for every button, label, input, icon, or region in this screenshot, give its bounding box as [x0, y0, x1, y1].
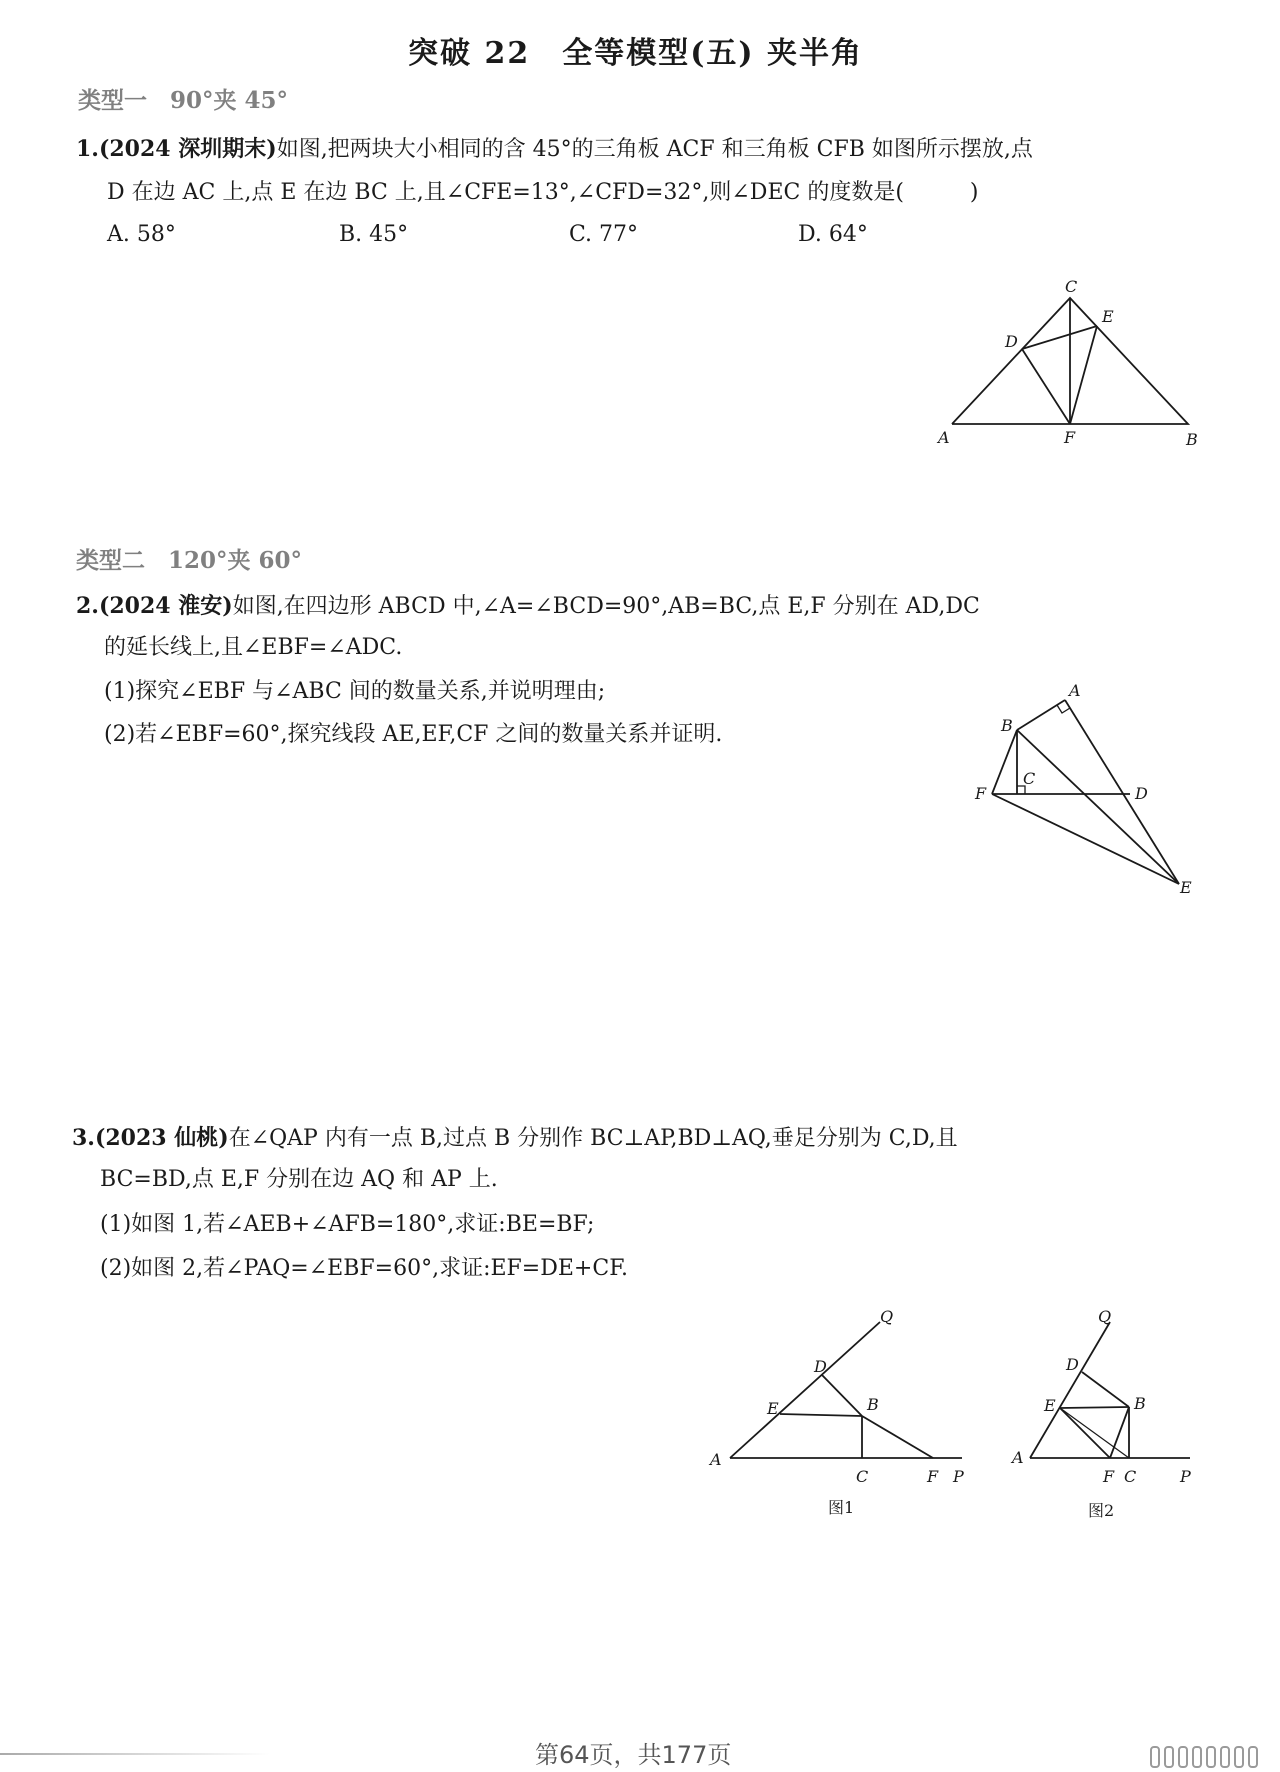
question-1-option-d: D. 64° — [798, 222, 868, 247]
label-e: E — [767, 1399, 779, 1418]
figure-1-caption: 图1 — [828, 1498, 855, 1517]
question-1-source: (2024 深圳期末) — [98, 136, 277, 162]
question-3-number: 3. — [72, 1125, 95, 1151]
label-b: B — [1186, 430, 1198, 449]
toolbar-icon[interactable] — [1150, 1746, 1160, 1768]
question-2-line1 — [76, 590, 980, 623]
question-3-part2: (2)如图 2,若∠PAQ=∠EBF=60°,求证:EF=DE+CF. — [100, 1256, 629, 1281]
label-d: D — [1066, 1355, 1079, 1374]
section-type2-heading: 类型二 120°夹 60° — [76, 547, 303, 574]
label-c: C — [856, 1467, 869, 1486]
label-f: F — [975, 784, 987, 803]
question-1-number: 1. — [76, 136, 99, 162]
label-f: F — [927, 1467, 939, 1486]
label-p: P — [953, 1467, 964, 1486]
segment-ef — [1060, 1408, 1110, 1458]
viewer-toolbar[interactable] — [1150, 1742, 1268, 1768]
question-3-part1: (1)如图 1,若∠AEB+∠AFB=180°,求证:BE=BF; — [100, 1212, 595, 1237]
question-1-line2: D 在边 AC 上,点 E 在边 BC 上,且∠CFE=13°,∠CFD=32°,则∠DEC 的度数是( ) — [107, 180, 979, 205]
question-2-source: (2024 淮安) — [98, 593, 233, 619]
question-2-text: 如图,在四边形 ABCD 中,∠A=∠BCD=90°,AB=BC,点 E,F 分别在 AD,DC — [232, 594, 980, 619]
toolbar-icon[interactable] — [1234, 1746, 1244, 1768]
page-indicator: 第64页，共177页 — [535, 1741, 732, 1769]
label-a: A — [1012, 1448, 1024, 1467]
toolbar-icon[interactable] — [1248, 1746, 1258, 1768]
question-3-line2: BC=BD,点 E,F 分别在边 AQ 和 AP 上. — [100, 1167, 498, 1192]
label-q: Q — [880, 1307, 894, 1326]
question-1-text: 如图,把两块大小相同的含 45°的三角板 ACF 和三角板 CFB 如图所示摆放,点 — [276, 137, 1033, 162]
label-f: F — [1103, 1467, 1115, 1486]
segment-eb — [780, 1414, 862, 1416]
label-c: C — [1023, 769, 1036, 788]
label-a: A — [1069, 681, 1081, 700]
question-3-figure-2 — [1010, 1307, 1210, 1524]
toolbar-icon[interactable] — [1220, 1746, 1230, 1768]
segment-eb — [1060, 1407, 1129, 1408]
question-1-figure — [930, 277, 1198, 464]
ray-aq — [1030, 1322, 1110, 1458]
toolbar-icon[interactable] — [1206, 1746, 1216, 1768]
question-1-option-c: C. 77° — [569, 222, 639, 247]
label-a: A — [710, 1450, 722, 1469]
label-c: C — [1065, 277, 1078, 296]
label-f: F — [1064, 428, 1076, 447]
question-2-part2: (2)若∠EBF=60°,探究线段 AE,EF,CF 之间的数量关系并证明. — [104, 722, 723, 747]
label-a: A — [938, 428, 950, 447]
segment-db — [1082, 1372, 1129, 1407]
question-2-part1: (1)探究∠EBF 与∠ABC 间的数量关系,并说明理由; — [104, 679, 606, 704]
page-title: 突破 22 全等模型(五) 夹半角 — [408, 36, 864, 71]
label-e: E — [1180, 878, 1192, 897]
segment-db — [822, 1375, 862, 1416]
question-1-option-b: B. 45° — [339, 222, 409, 247]
segment-bf — [1110, 1407, 1129, 1458]
label-q: Q — [1098, 1307, 1112, 1326]
label-e: E — [1044, 1396, 1056, 1415]
section-type1-heading: 类型一 90°夹 45° — [78, 87, 289, 114]
question-2-line2: 的延长线上,且∠EBF=∠ADC. — [104, 635, 403, 660]
label-c: C — [1124, 1467, 1137, 1486]
segment-bf — [992, 730, 1017, 794]
toolbar-icon[interactable] — [1192, 1746, 1202, 1768]
scan-edge-line — [0, 1753, 270, 1755]
label-b: B — [867, 1395, 879, 1414]
question-1-option-a: A. 58° — [107, 222, 176, 247]
question-3-source: (2023 仙桃) — [94, 1125, 229, 1151]
label-p: P — [1180, 1467, 1191, 1486]
question-3-line1 — [72, 1122, 958, 1155]
label-b: B — [1134, 1394, 1146, 1413]
segment-bf — [862, 1416, 933, 1458]
figure-2-caption: 图2 — [1088, 1501, 1115, 1520]
segment-ba — [1017, 700, 1065, 730]
question-3-text: 在∠QAP 内有一点 B,过点 B 分别作 BC⊥AP,BD⊥AQ,垂足分别为 C,D,且 — [228, 1126, 958, 1151]
label-d: D — [1135, 784, 1148, 803]
question-1-line1 — [76, 133, 1033, 166]
question-3-figure-1 — [710, 1307, 970, 1524]
label-b: B — [1001, 716, 1013, 735]
ray-aq — [730, 1322, 880, 1458]
label-e: E — [1102, 307, 1114, 326]
question-2-number: 2. — [76, 593, 99, 619]
label-d: D — [1005, 332, 1018, 351]
label-d: D — [814, 1357, 827, 1376]
toolbar-icon[interactable] — [1178, 1746, 1188, 1768]
segment-ef — [1070, 326, 1097, 424]
question-2-figure — [975, 680, 1195, 904]
toolbar-icon[interactable] — [1164, 1746, 1174, 1768]
segment-df — [1022, 349, 1070, 424]
